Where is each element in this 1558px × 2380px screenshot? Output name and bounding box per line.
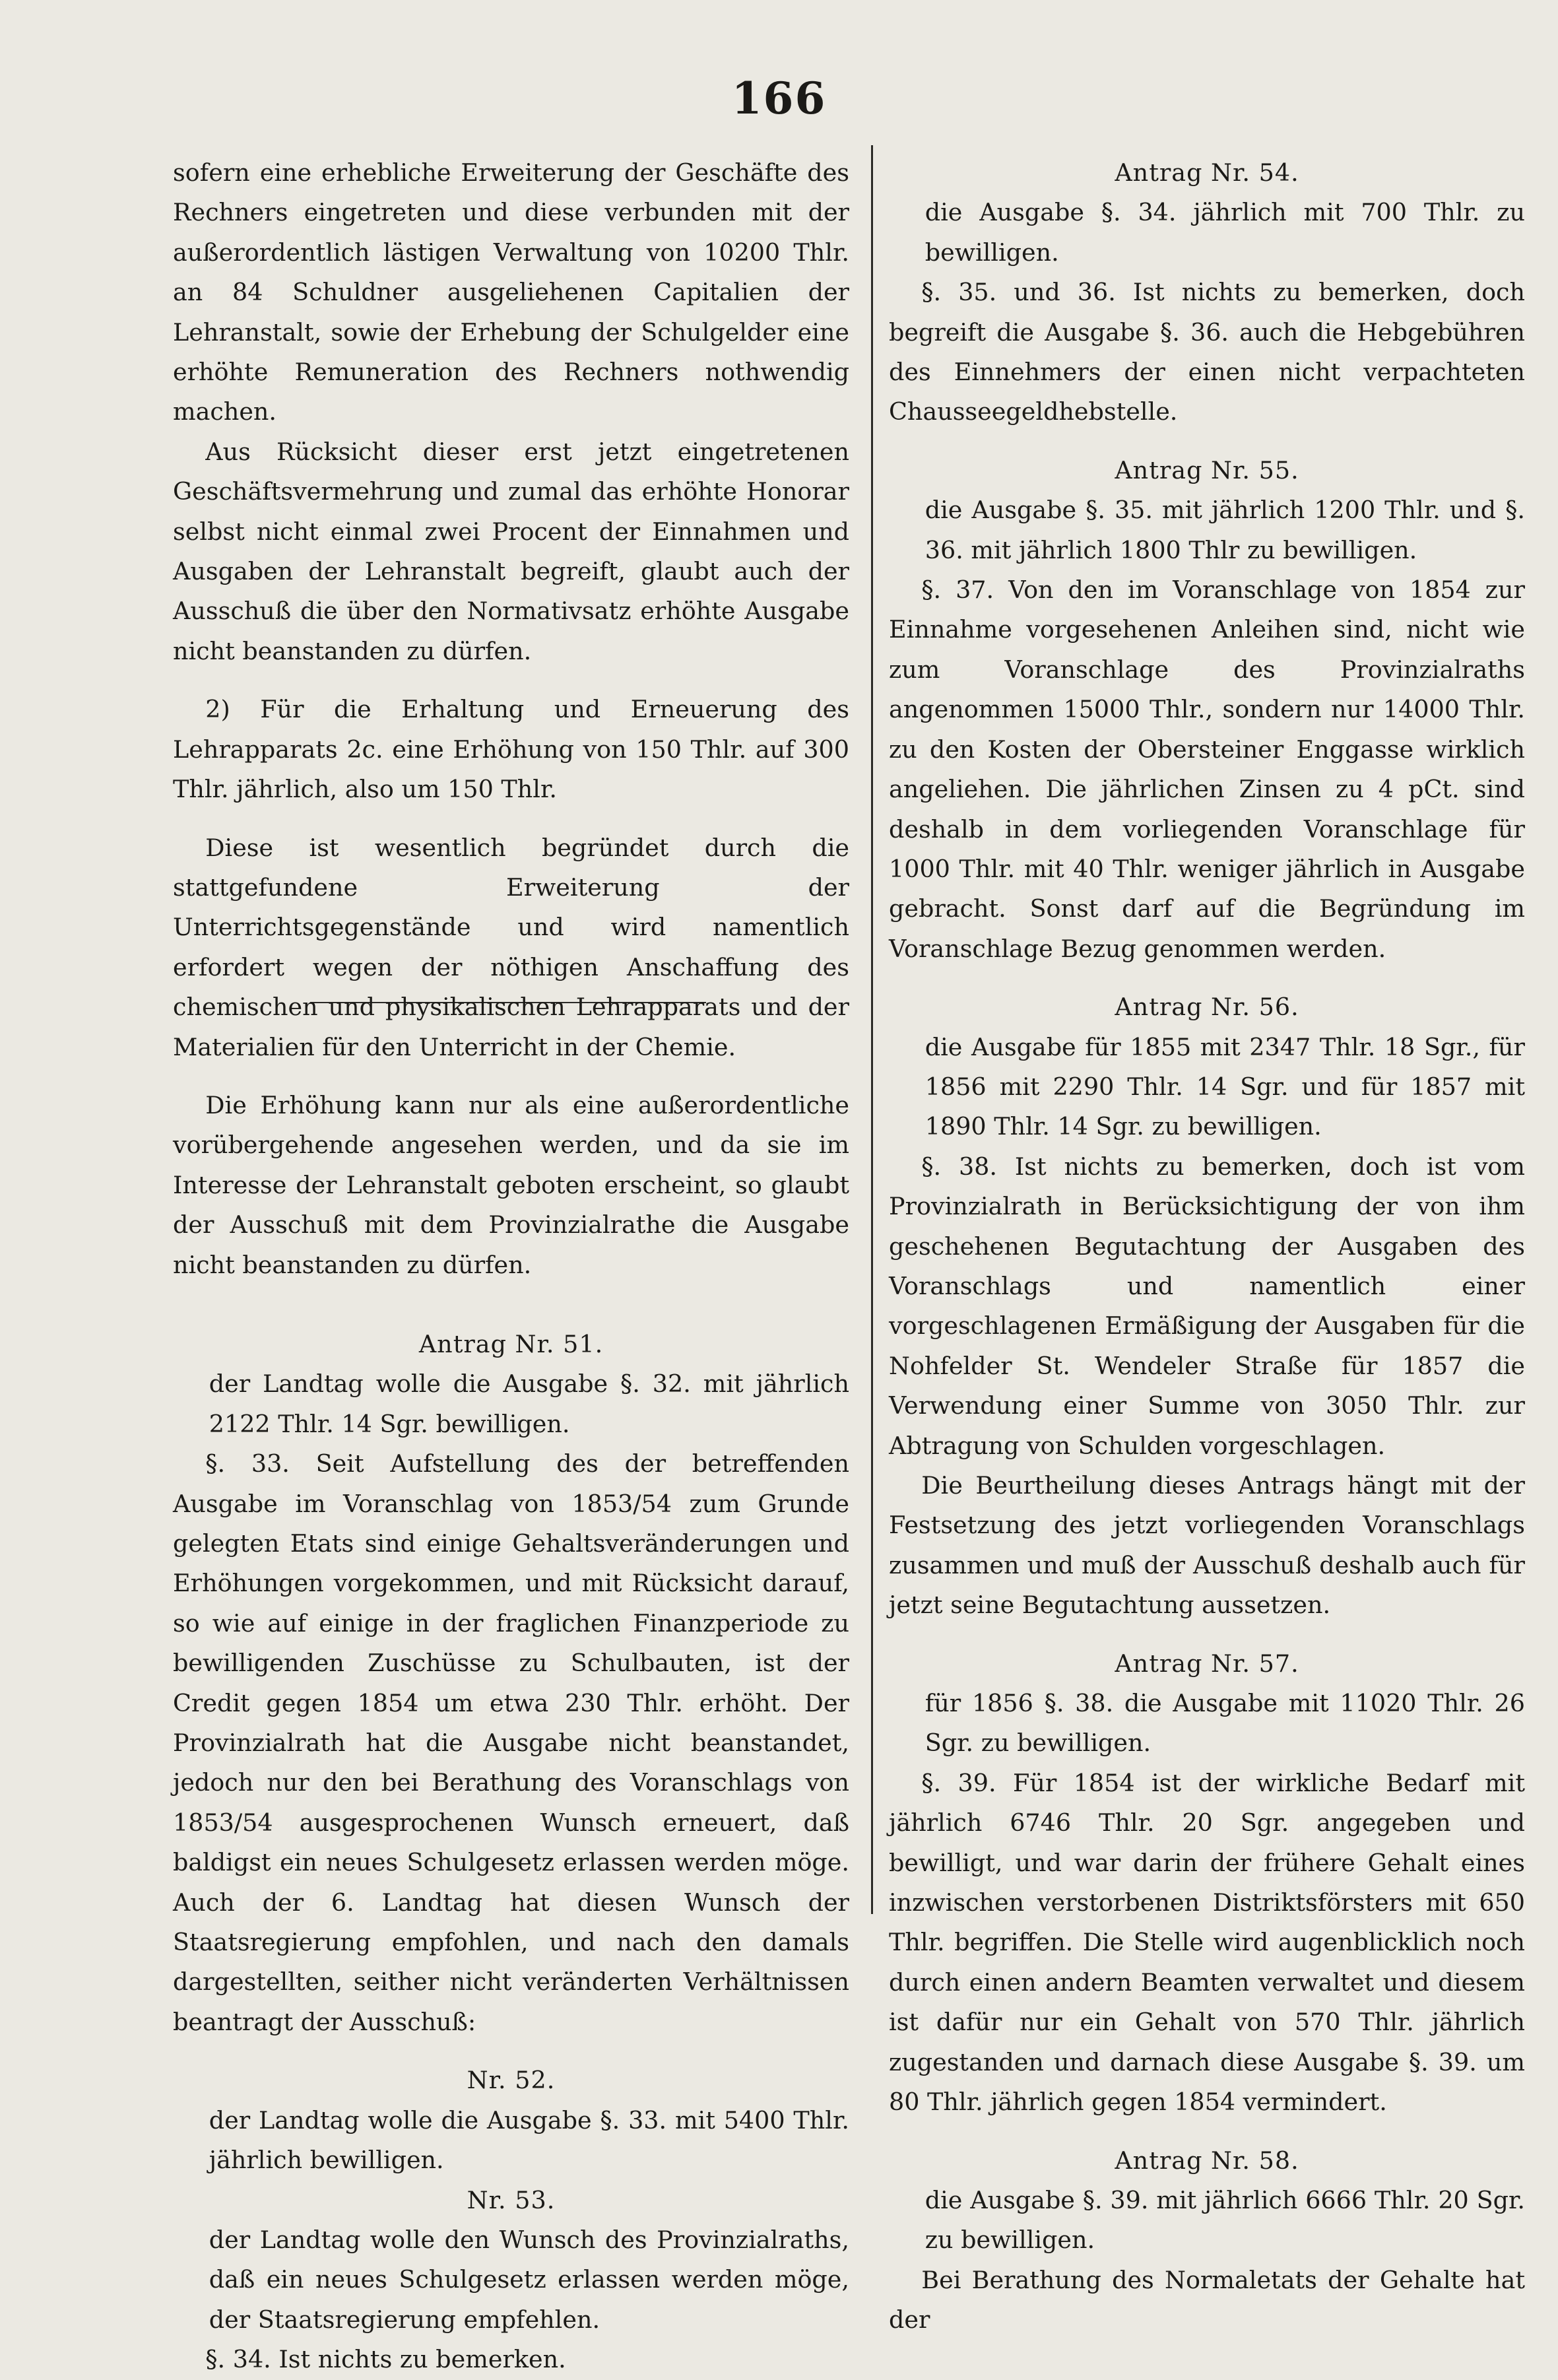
motion-text: die Ausgabe für 1855 mit 2347 Thlr. 18 Sgr., für 1856 mit 2290 Thlr. 14 Sgr. und für 1857 mit 1890 Thlr. 14 Sgr. zu bewilligen. [925, 1032, 1525, 1141]
motion-text: die Ausgabe §. 39. mit jährlich 6666 Thlr. 20 Sgr. zu bewilligen. [925, 2185, 1525, 2255]
motion-heading: Nr. 52. [467, 2066, 556, 2095]
paragraph: §. 35. und 36. Ist nichts zu bemerken, doch begreift die Ausgabe §. 36. auch die Hebgebühren des Einnehmers der einen nicht verpachteten Chausseegeldhebstelle. [889, 278, 1525, 426]
left-column [173, 153, 849, 2380]
column-divider [871, 145, 873, 1914]
paragraph: §. 34. Ist nichts zu bemerken. [205, 2345, 566, 2374]
motion-text: die Ausgabe §. 35. mit jährlich 1200 Thlr. und §. 36. mit jährlich 1800 Thlr zu bewilligen. [925, 496, 1525, 564]
paragraph: §. 37. Von den im Voranschlage von 1854 zur Einnahme vorgesehenen Anleihen sind, nicht wie zum Voranschlage des Provinzialraths angenommen 15000 Thlr., sondern nur 14000 Thlr. zu den Kosten der Obersteiner Enggasse wirklich angeliehen. Die jährlichen Zinsen zu 4 pCt. sind deshalb in dem vorliegenden Voranschlage für 1000 Thlr. mit 40 Thlr. weniger jährlich in Ausgabe gebracht. Sonst darf auf die Begründung im Voranschlage Bezug genommen werden. [889, 576, 1525, 963]
paragraph: Diese ist wesentlich begründet durch die stattgefundene Erweiterung der Unterrichtsgegenstände und wird namentlich erfordert wegen der nöthigen Anschaffung des chemischen und physikalischen Lehrapparats und der Materialien für den Unterricht in der Chemie. [173, 833, 849, 1061]
motion-text: für 1856 §. 38. die Ausgabe mit 11020 Thlr. 26 Sgr. zu bewilligen. [925, 1689, 1525, 1758]
motion-heading: Nr. 53. [467, 2185, 556, 2214]
motion-text: der Landtag wolle die Ausgabe §. 33. mit 5400 Thlr. jährlich bewilligen. [209, 2105, 849, 2175]
motion-heading: Antrag Nr. 57. [1115, 1649, 1299, 1678]
motion-text: der Landtag wolle die Ausgabe §. 32. mit jährlich 2122 Thlr. 14 Sgr. bewilligen. [209, 1370, 849, 1438]
paragraph: Bei Berathung des Normaletats der Gehalte hat der [889, 2265, 1525, 2334]
motion-heading: Antrag Nr. 56. [1115, 993, 1299, 1022]
motion-text: die Ausgabe §. 34. jährlich mit 700 Thlr. zu bewilligen. [925, 198, 1525, 267]
right-column [889, 153, 1525, 2340]
paragraph: §. 33. Seit Aufstellung des der betreffenden Ausgabe im Voranschlag von 1853/54 zum Grunde gelegten Etats sind einige Gehaltsveränderungen und Erhöhungen vorgekommen, und mit Rücksicht darauf, so wie auf einige in der fraglichen Finanzperiode zu bewilligenden Zuschüsse zu Schulbauten, ist der Credit gegen 1854 um etwa 230 Thlr. erhöht. Der Provinzialrath hat die Ausgabe nicht beanstandet, jedoch nur den bei Berathung des Voranschlags von 1853/54 ausgesprochenen Wunsch erneuert, daß baldigst ein neues Schulgesetz erlassen werden möge. Auch der 6. Landtag hat diesen Wunsch der Staatsregierung empfohlen, und nach den damals dargestellten, seither nicht veränderten Verhältnissen beantragt der Ausschuß: [173, 1449, 849, 2036]
paragraph: 2) Für die Erhaltung und Erneuerung des Lehrapparats 2c. eine Erhöhung von 150 Thlr. auf 300 Thlr. jährlich, also um 150 Thlr. [173, 695, 849, 804]
paragraph: Die Beurtheilung dieses Antrags hängt mit der Festsetzung des jetzt vorliegenden Voranschlags zusammen und muß der Ausschuß deshalb auch für jetzt seine Begutachtung aussetzen. [889, 1471, 1525, 1620]
paragraph: §. 39. Für 1854 ist der wirkliche Bedarf mit jährlich 6746 Thlr. 20 Sgr. angegeben und bewilligt, und war darin der frühere Gehalt eines inzwischen verstorbenen Distriktsförsters mit 650 Thlr. begriffen. Die Stelle wird augenblicklich noch durch einen andern Beamten verwaltet und diesem ist dafür nur ein Gehalt von 570 Thlr. jährlich zugestanden und darnach diese Ausgabe §. 39. um 80 Thlr. jährlich gegen 1854 vermindert. [889, 1768, 1525, 2117]
paragraph: sofern eine erhebliche Erweiterung der Geschäfte des Rechners eingetreten und diese verbunden mit der außerordentlich lästigen Verwaltung von 10200 Thlr. an 84 Schuldner ausgeliehenen Capitalien der Lehranstalt, sowie der Erhebung der Schulgelder eine erhöhte Remuneration des Rechners nothwendig machen. [173, 158, 849, 426]
motion-heading: Antrag Nr. 51. [418, 1329, 604, 1358]
motion-heading: Antrag Nr. 54. [1115, 158, 1299, 187]
motion-heading: Antrag Nr. 58. [1115, 2146, 1299, 2175]
paragraph: §. 38. Ist nichts zu bemerken, doch ist vom Provinzialrath in Berücksichtigung der von ihm geschehenen Begutachtung der Ausgaben des Voranschlags und namentlich einer vorgeschlagenen Ermäßigung der Ausgaben für die Nohfelder St. Wendeler Straße für 1857 die Verwendung einer Summe von 3050 Thlr. zur Abtragung von Schulden vorgeschlagen. [889, 1152, 1525, 1460]
paragraph: Die Erhöhung kann nur als eine außerordentliche vorübergehende angesehen werden, und da sie im Interesse der Lehranstalt geboten erscheint, so glaubt der Ausschuß mit dem Provinzialrathe die Ausgabe nicht beanstanden zu dürfen. [173, 1090, 849, 1279]
paragraph: Aus Rücksicht dieser erst jetzt eingetretenen Geschäftsvermehrung und zumal das erhöhte Honorar selbst nicht einmal zwei Procent der Einnahmen und Ausgaben der Lehranstalt begreift, glaubt auch der Ausschuß die über den Normativsatz erhöhte Ausgabe nicht beanstanden zu dürfen. [173, 437, 849, 665]
motion-heading: Antrag Nr. 55. [1115, 455, 1299, 484]
page-number: 166 [731, 73, 827, 124]
motion-text: der Landtag wolle den Wunsch des Provinzialraths, daß ein neues Schulgesetz erlassen werden möge, der Staatsregierung empfehlen. [209, 2225, 849, 2334]
